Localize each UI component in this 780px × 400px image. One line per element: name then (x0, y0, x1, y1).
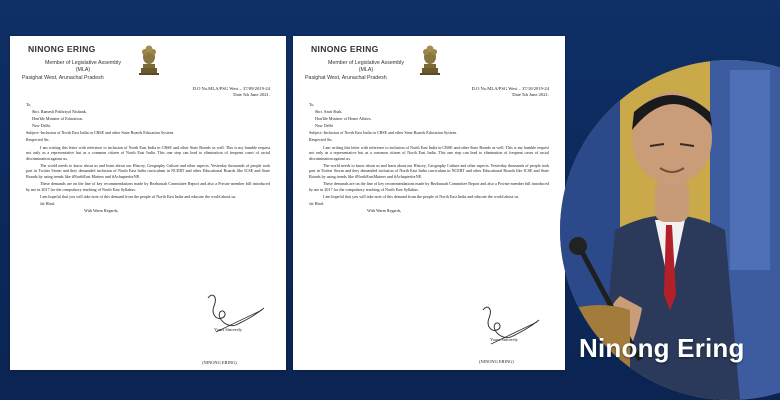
national-emblem-icon (419, 42, 441, 76)
letterhead-role (311, 60, 421, 74)
addressee-title: Hon'ble Minister of Home Affairs, (315, 116, 372, 122)
yours-sincerely: Yours Sincerely (214, 327, 242, 332)
letter-date: Date 5th June 2021. (233, 92, 270, 98)
letterhead-place: Pasighat West, Arunachal Pradesh (305, 75, 387, 81)
closing: Jai Hind. (309, 200, 324, 206)
signatory-name: (NINONG ERING) (479, 359, 514, 364)
letterhead-name: NINONG ERING (28, 44, 96, 54)
addressee-city: New Delhi (315, 123, 333, 129)
paragraph: I am writing this letter with reference to inclusion of North East India in CBSE and other State Boards as well. This is my humble request not only as a representative but as a common citizen of North East India. This one step can lead to elimination of frequent cases of racial discrimination against us. (309, 144, 549, 161)
ref-number: D.O No.MLA/PSG West – 37/09/2019-24 (192, 86, 270, 91)
photo-caption: Ninong Ering (579, 333, 745, 363)
closing: Jai Hind. (40, 200, 55, 206)
letterhead-role (28, 60, 138, 74)
to-line: To, (26, 102, 32, 107)
signature-icon (473, 302, 543, 352)
letter-to-home-minister (293, 36, 565, 370)
salutation: Respected Sir, (26, 137, 50, 143)
paragraph: I am hopeful that you will take note of this demand from the people of North East India and educate the world about us. (323, 193, 520, 199)
subject-line: Subject:-Inclusion of North East India in CBSE and other State Boards Education System. (309, 130, 457, 136)
letterhead-role-line1: Member of Legislative Assembly (328, 60, 404, 66)
addressee: Shri. Amit Shah, (315, 109, 343, 115)
paragraph: These demands are on the line of key recommendations made by Bezbaruah Committee Report and also a Private member bill introduced by me in 2017 for the compulsory teaching of North East Syllabus. (309, 181, 549, 192)
national-emblem-icon (138, 42, 160, 76)
letter-to-education-minister (10, 36, 286, 370)
letterhead-role-line2: (MLA) (75, 67, 91, 73)
paragraph: The world needs to know about us and learn about our History, Geography Culture and other aspects. Yesterday thousands of people took part in Twitter Storm and they demanded inclusion of North East India curriculum in NCERT and other Educational Boards like ICSE and State Boards by using trends like #NorthEast Matters and #AchapterforNE. (26, 162, 270, 180)
regards: With Warm Regards, (367, 208, 402, 213)
paragraph: The world needs to know about us and learn about our History, Geography Culture and other aspects. Yesterday thousands of people took part in Twitter Storm and they demanded inclusion of North East India curriculum in NCERT and other Educational Boards like ICSE and State Boards by using trends like #NorthEastMatters and #AchapterforNE. (309, 162, 549, 180)
paragraph: I am hopeful that you will take note of this demand from the people of North East India and educate the world about us. (40, 193, 237, 199)
addressee-title: Hon'ble Minister of Education, (32, 116, 83, 122)
signatory-name: (NINONG ERING) (202, 360, 237, 365)
paragraph: These demands are on the line of key recommendations made by Bezbaruah Committee Report and also a Private member bill introduced by me in 2017 for the compulsory teaching of North East Syllabus. (26, 181, 270, 192)
letterhead-name: NINONG ERING (311, 44, 379, 54)
letter-body (26, 102, 270, 215)
addressee-city: New Delhi. (32, 123, 51, 129)
to-line: To, (309, 102, 315, 107)
letterhead-role-line2: (MLA) (358, 67, 374, 73)
reference-block (193, 86, 270, 98)
regards: With Warm Regards, (84, 208, 119, 213)
yours-sincerely: Yours Sincerely (490, 337, 518, 342)
letterhead-role-line1: Member of Legislative Assembly (45, 60, 121, 66)
letterhead-place: Pasighat West, Arunachal Pradesh (22, 75, 104, 81)
subject-line: Subject:-Inclusion of North East India in CBSE and other State Boards Education System. (26, 130, 174, 136)
letter-date: Date 5th June 2021. (512, 92, 549, 98)
paragraph: I am writing this letter with reference to inclusion of North East India in CBSE and other State Boards as well. This is my humble request not only as a representative but as a common citizen of North East India. This one step can lead to elimination of frequent cases of racial discrimination against us. (26, 144, 270, 161)
ref-number: D.O No.MLA/PSG West – 37/10/2019-24 (471, 86, 549, 91)
addressee: Shri. Ramesh Pokhriyal Nishank, (32, 109, 87, 115)
reference-block (472, 86, 549, 98)
salutation: Respected Sir, (309, 137, 333, 143)
letter-body (309, 102, 549, 215)
